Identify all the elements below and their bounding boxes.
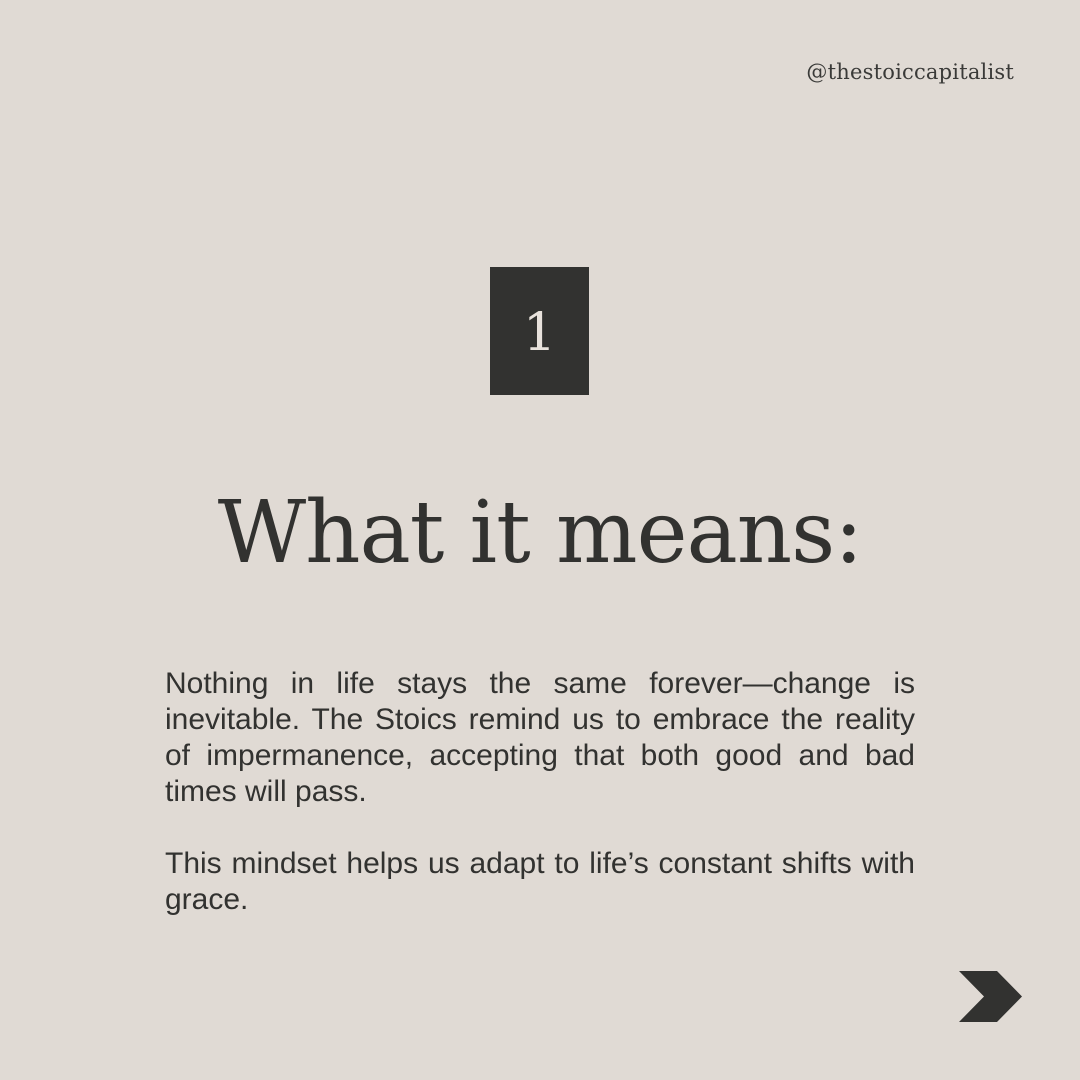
number-badge [490,267,589,395]
paragraph: Nothing in life stays the same forever—change is inevitable. The Stoics remind us to embrace the reality of impermanence, accepting that both good and bad times will pass. [165,667,915,808]
chevron-right-icon [959,971,1022,1022]
account-handle: @thestoiccapitalist [806,60,1014,84]
page-title: What it means: [217,483,863,583]
next-slide-button[interactable] [959,971,1022,1022]
body-text [165,666,915,954]
paragraph: This mindset helps us adapt to life’s constant shifts with grace. [165,847,915,916]
number-label: 1 [522,303,557,363]
